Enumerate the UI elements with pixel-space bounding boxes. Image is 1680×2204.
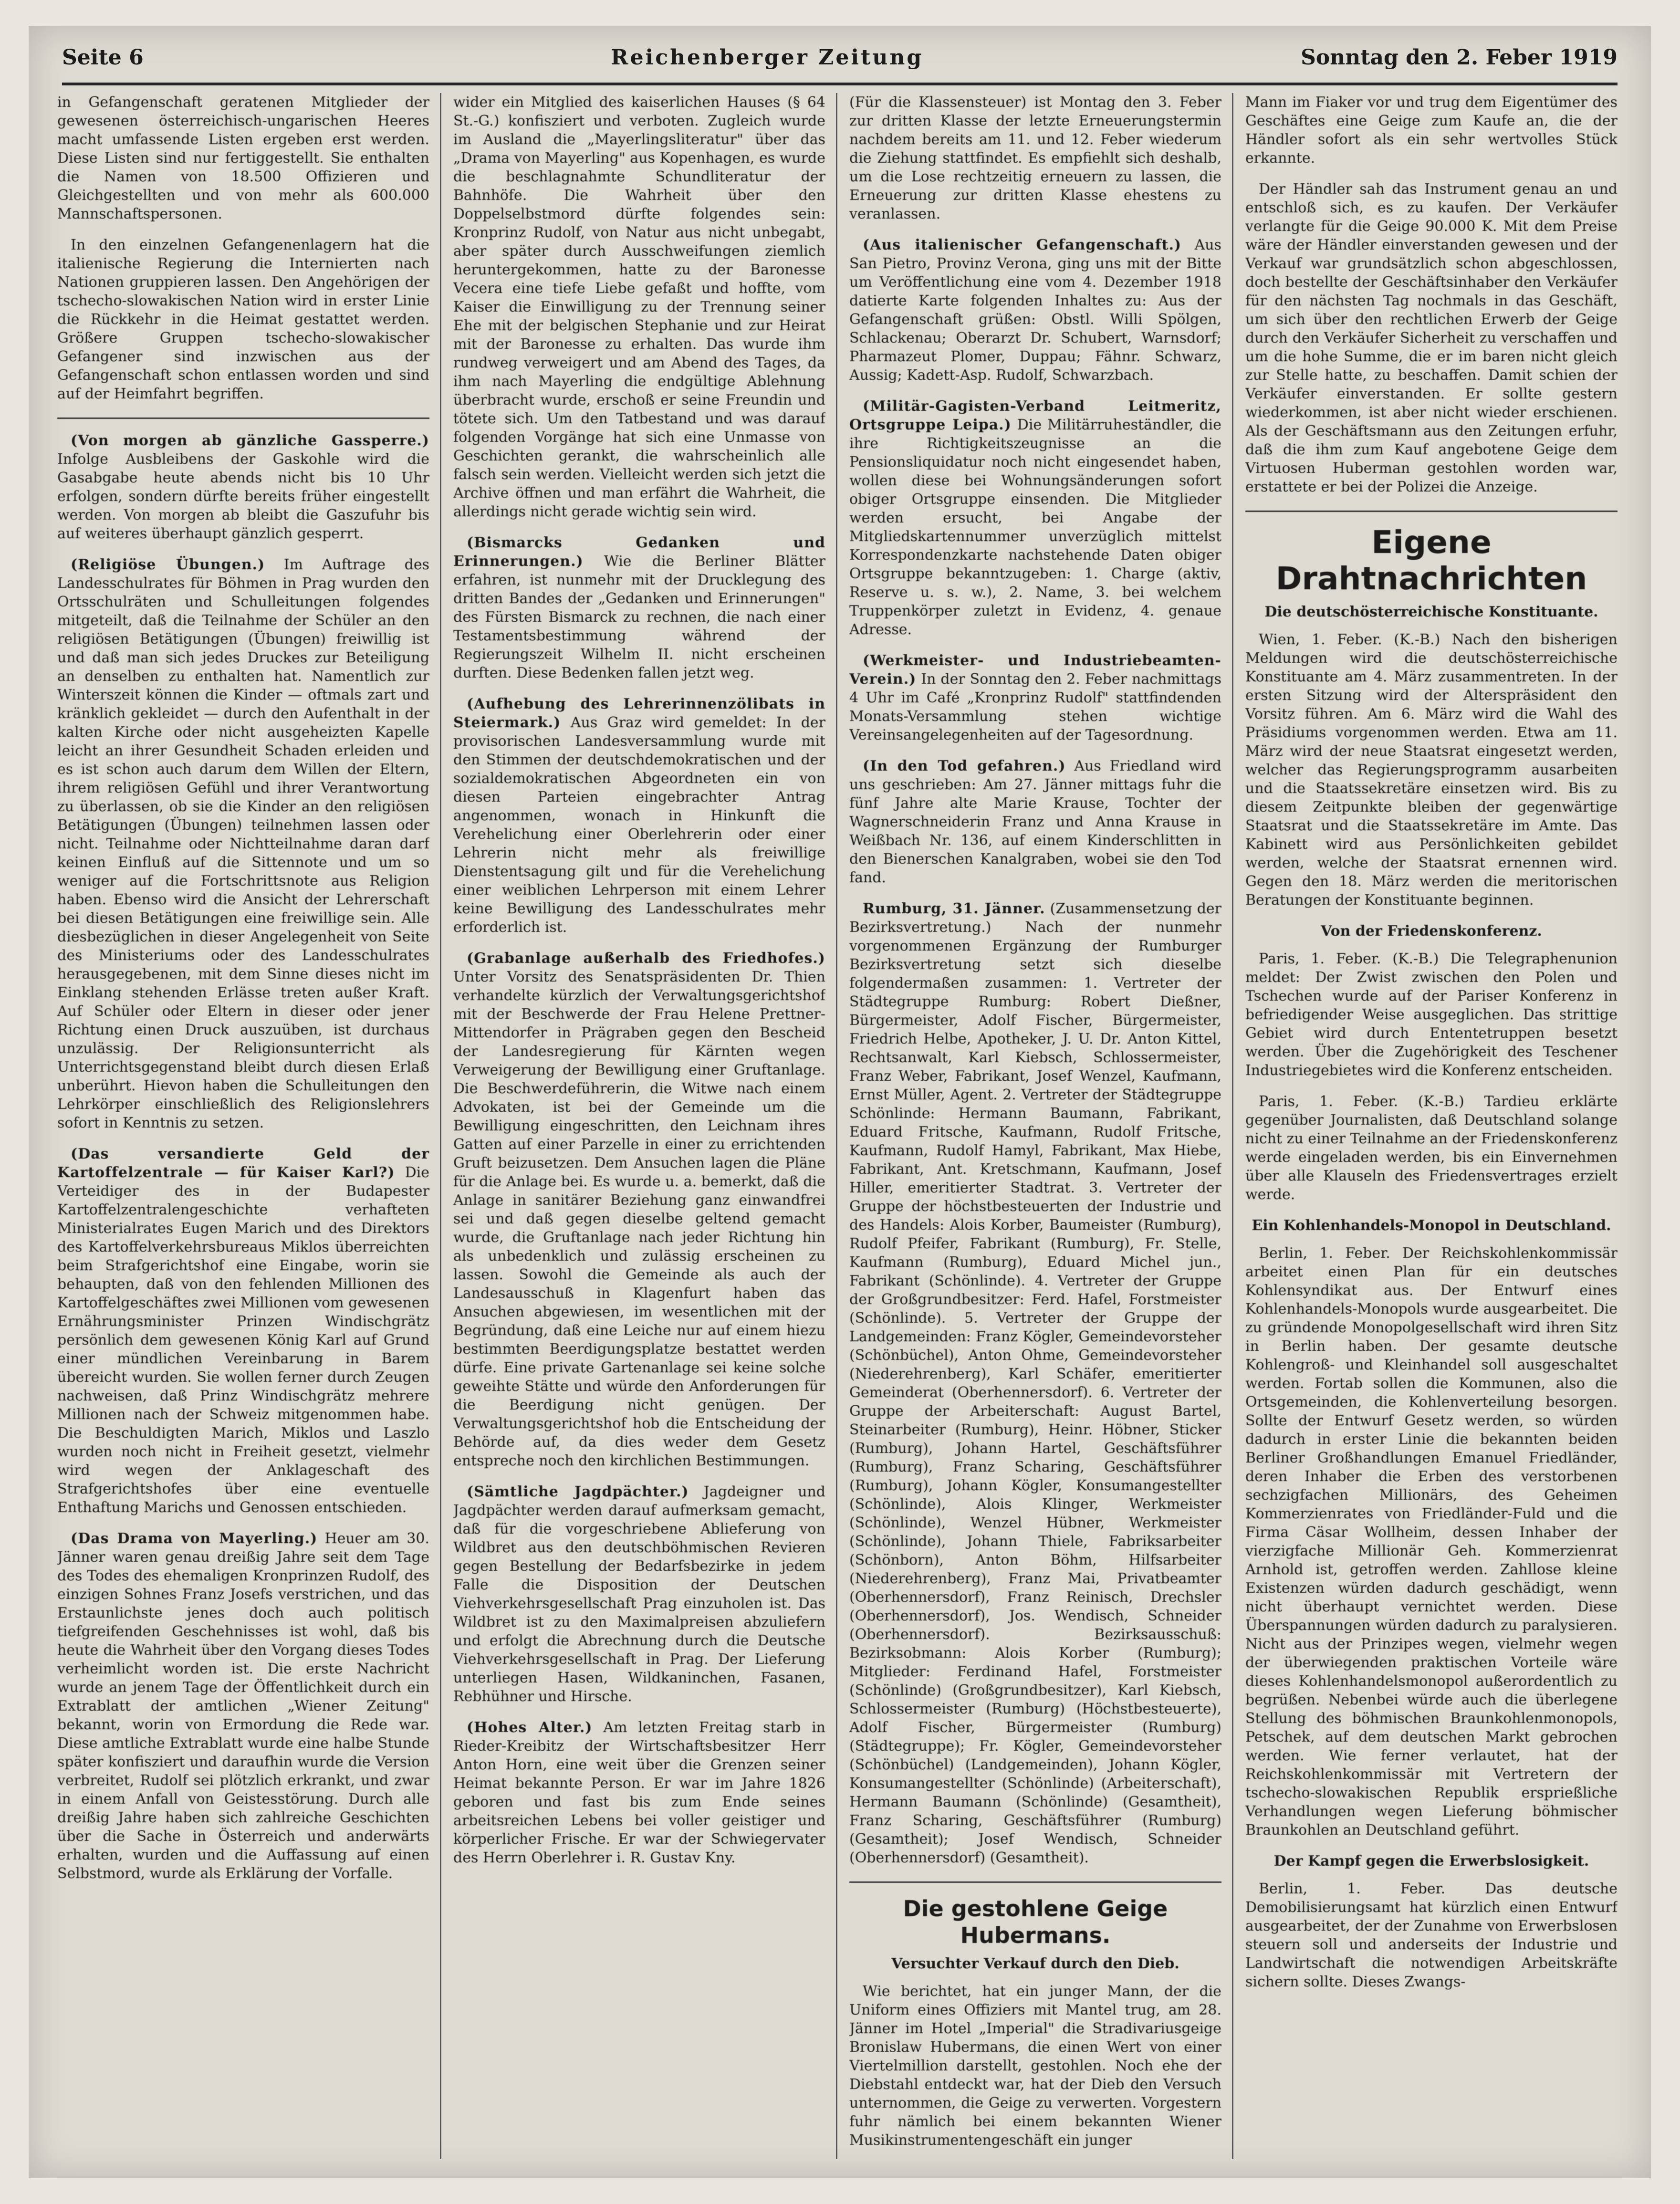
article-text: Mann im Fiaker vor und trug dem Eigentümer des Geschäftes eine Geige zum Kaufe an, die der Händler sofort als ein sehr wertvolles Stück erkannte. bbox=[1245, 94, 1617, 167]
article bbox=[453, 949, 825, 1470]
page-number: Seite 6 bbox=[62, 45, 144, 70]
article-heading: (Von morgen ab gänzliche Gassperre.) bbox=[71, 432, 429, 449]
article-text: Wie berichtet, hat ein junger Mann, der die Uniform eines Offiziers mit Mantel trug, am 28. Jänner im Hotel „Imperial" die Stradivariusgeige Bronislaw Hubermans, die einen Wert von einer Viertelmillion darstellt, gestohlen. Noch ehe der Diebstahl entdeckt war, hat der Dieb den Versuch unternommen, die Geige zu verwerten. Vorgestern fuhr nämlich bei einem bekannten Wiener Musikinstrumentengeschäft ein junger bbox=[849, 1983, 1221, 2149]
story-subheadline: Versuchter Verkauf durch den Dieb. bbox=[891, 1955, 1179, 1972]
article-text: Die Verteidiger des in der Budapester Kartoffelzentralengeschichte verhafteten Ministerialrates Eugen Marich und des Direktors des Kartoffelverkehrsbureaus Miklos überreichten beim Strafgerichtshof eine Eingabe, worin sie behaupten, daß von den fehlenden Millionen des Kartoffelgeschäftes zwei Millionen vom gewesenen Ernährungsminister Prinzen Windischgrätz persönlich dem gewesenen König Karl auf Grund einer mündlichen Vereinbarung in Barem übereicht wurden. Sie wollen ferner durch Zeugen nachweisen, daß Prinz Windischgrätz mehrere Millionen nach der Schweiz mitgenommen habe. Die Beschuldigten Marich, Miklos und Laszlo wurden noch nicht in Freiheit gesetzt, vielmehr wird wegen der Anklageschaft des Strafgerichtshofes über eine eventuelle Enthaftung Marichs und Genossen entschieden. bbox=[57, 1164, 429, 1516]
article bbox=[849, 651, 1221, 744]
article-text: Heuer am 30. Jänner waren genau dreißig Jahre seit dem Tage des Todes des ehemaligen Kronprinzen Rudolf, des einzigen Sohnes Franz Josefs verstrichen, und das Erstaunlichste jenes doch auch politisch tiefgreifenden Geschehnisses ist wohl, daß bis heute die Wahrheit über den Vorgang dieses Todes verheimlicht worden ist. Die erste Nachricht wurde an jenem Tage der Öffentlichkeit durch ein Extrablatt der amtlichen „Wiener Zeitung" bekannt, worin von Ermordung die Rede war. Diese amtliche Extrablatt wurde eine halbe Stunde später konfisziert und daraufhin wurde die Version verbreitet, Rudolf sei plötzlich erkrankt, und zwar in einem Anfall von Geistesstörung. Durch alle dreißig Jahre haben sich zahlreiche Geschichten über die Sache in Österreich und anderwärts erhalten, wurden und die Auffassung auf einen Selbstmord, wurde als Erklärung der Vorfalle. bbox=[57, 1530, 429, 1882]
issue-date: Sonntag den 2. Feber 1919 bbox=[1301, 45, 1617, 70]
article bbox=[57, 1145, 429, 1517]
article-text: (Für die Klassensteuer) ist Montag den 3. Feber zur dritten Klasse der letzte Erneuerungstermin nachdem bereits am 11. und 12. Feber wiederum die Ziehung stattfindet. Es empfiehlt sich deshalb, um die Lose rechtzeitig erneuern zu lassen, die Erneuerung zur dritten Klasse ehestens zu veranlassen. bbox=[849, 94, 1221, 222]
article-heading: (Aufhebung des Lehrerinnenzölibats in Steiermark.) bbox=[453, 696, 825, 731]
article bbox=[57, 1529, 429, 1883]
article bbox=[453, 533, 825, 682]
article-text: in Gefangenschaft geratenen Mitglieder der gewesenen österreichisch-ungarischen Heeres macht umfassende Listen ergeben erst werden. Diese Listen sind nur fertiggestellt. Sie enthalten die Namen von 18.500 Offizieren und Gleichgestellten und von mehr als 600.000 Mannschaftspersonen. bbox=[57, 94, 429, 222]
newspaper-page bbox=[29, 26, 1651, 2178]
article-text: Berlin, 1. Feber. Das deutsche Demobilisierungsamt hat kürzlich einen Entwurf ausgearbeitet, der der Zunahme von Erwerbslosen steuern soll und anderseits der Industrie und Landwirtschaft die notwendigen Arbeitskräfte sichern sollte. Dieses Zwangs- bbox=[1245, 1880, 1617, 1990]
article bbox=[453, 695, 825, 937]
masthead bbox=[62, 41, 1617, 79]
article-heading: (Werkmeister- und Industriebeamten-Verein.) bbox=[849, 652, 1221, 688]
article-text: Im Auftrage des Landesschulrates für Böhmen in Prag wurden den Ortsschulräten und Schulleitungen folgendes mitgeteilt, daß die Teilnahme der Schüler an den religiösen Betätigungen (Übungen) freiwillig ist und daß man sich jedes Druckes zur Beteiligung an denselben zu enthalten hat. Namentlich zur Winterszeit können die Kinder — oftmals zart und kränklich gekleidet — durch den Aufenthalt in der kalten Kirche oder nicht ausgeheizten Kapelle leicht an ihrer Gesundheit Schaden erleiden und es ist schon auch darum dem Willen der Eltern, ihrem religiösen Gefühl und ihrer Verantwortung zu überlassen, ob sie die Kinder an den religiösen Betätigungen (Übungen) teilnehmen lassen oder nicht. Teilnahme oder Nichtteilnahme daran darf keinen Einfluß auf die Sittennote und um so weniger auf die Fortschrittsnote aus Religion haben. Ebenso wird die Ansicht der Lehrerschaft bei diesen Betätigungen eine freiwillige sein. Alle diesbezüglichen in dieser Angelegenheit von Seite des Ministeriums oder des Landesschulrates herausgegebenen, mit dem Sinne dieses nicht im Einklang stehenden Erlässe treten außer Kraft. Auf Schüler oder Eltern in dieser oder jener Richtung einen Druck auszuüben, ist durchaus unzulässig. Der Religionsunterricht als Unterrichtsgegenstand bleibt durch diesen Erlaß unberührt. Hievon haben die Schulleitungen den Lehrkörper einschließlich des Religionslehrers sofort in Kenntnis zu setzen. bbox=[57, 556, 429, 1131]
newspaper-title: Reichenberger Zeitung bbox=[611, 45, 924, 70]
article bbox=[57, 431, 429, 543]
article-text: (Zusammensetzung der Bezirksvertretung.) Nach der nunmehr vorgenommenen Ergänzung der Rumburger Bezirksvertretung setzt sich dieselbe folgendermaßen zusammen: 1. Vertreter der Städtegruppe Rumburg: Robert Dießner, Bürgermeister, Adolf Fischer, Bürgermeister, Friedrich Helbe, Apotheker, J. U. Dr. Anton Kittel, Rechtsanwalt, Karl Kiebsch, Schlossermeister, Franz Weber, Fabrikant, Josef Wenzel, Kaufmann, Ernst Müller, Agent. 2. Vertreter der Städtegruppe Schönlinde: Hermann Baumann, Fabrikant, Eduard Fritsche, Kaufmann, Rudolf Fritsche, Kaufmann, Rudolf Hamyl, Fabrikant, Max Hiebe, Fabrikant, Ant. Kretschmann, Kaufmann, Josef Hiller, emeritierter Stadtrat. 3. Vertreter der Gruppe der höchstbesteuerten der Industrie und des Handels: Alois Korber, Baumeister (Rumburg), Rudolf Pfeifer, Fabrikant (Rumburg), Fr. Stelle, Kaufmann (Rumburg), Eduard Michel jun., Fabrikant (Schönlinde). 4. Vertreter der Gruppe der Großgrundbesitzer: Ferd. Hafel, Forstmeister (Schönlinde). 5. Vertreter der Gruppe der Landgemeinden: Franz Kögler, Gemeindevorsteher (Schönbüchel), Anton Ohme, Gemeindevorsteher (Niederehrenberg), Karl Schäfer, emeritierter Gemeinderat (Oberhennersdorf). 6. Vertreter der Gruppe der Arbeiterschaft: August Bartel, Steinarbeiter (Rumburg), Heinr. Höbner, Sticker (Rumburg), Johann Hartel, Geschäftsführer (Rumburg), Franz Scharing, Geschäftsführer (Rumburg), Johann Kögler, Konsumangestellter (Schönlinde), Alois Klinger, Werkmeister (Schönlinde), Wenzel Hübner, Werkmeister (Schönlinde), Johann Thiele, Fabriksarbeiter (Schönborn), Anton Böhm, Hilfsarbeiter (Niederehrenberg), Franz Mai, Privatbeamter (Oberhennersdorf), Franz Reinisch, Drechsler (Oberhennersdorf), Jos. Wendisch, Schneider (Oberhennersdorf). Bezirksausschuß: Bezirksobmann: Alois Korber (Rumburg); Mitglieder: Ferdinand Hafel, Forstmeister (Schönlinde) (Großgrundbesitzer), Karl Kiebsch, Schlossermeister (Rumburg) (Höchstbesteuerte), Adolf Fischer, Bürgermeister (Rumburg) (Städtegruppe); Fr. Kögler, Gemeindevorsteher (Schönbüchel) (Landgemeinden), Johann Kögler, Konsumangestellter (Schönlinde) (Arbeiterschaft), Hermann Baumann (Schönlinde) (Gesamtheit), Franz Scharing, Geschäftsführer (Rumburg) (Gesamtheit); Josef Wendisch, Schneider (Oberhennersdorf) (Gesamtheit). bbox=[849, 900, 1221, 1866]
article-heading: (Sämtliche Jagdpächter.) bbox=[467, 1483, 689, 1500]
article bbox=[57, 555, 429, 1132]
article bbox=[453, 1483, 825, 1706]
article-text: Unter Vorsitz des Senatspräsidenten Dr. Thien verhandelte kürzlich der Verwaltungsgerichtshof mit der Beschwerde der Frau Helene Prettner-Mittendorfer in Prägraben gegen den Bescheid der Landesregierung für Kärnten wegen Verweigerung der Bewilligung einer Gruftanlage. Die Beschwerdeführerin, die Witwe nach einem Advokaten, ist bei der Gemeinde um die Bewilligung eingeschritten, den Leichnam ihres Gatten auf einer Parzelle in einer zu errichtenden Gruft beizusetzen. Dem Ansuchen lagen die Pläne für die Anlage bei. Es wurde u. a. bemerkt, daß die Anlage in sanitärer Beziehung ganz einwandfrei sei und daß gegen dieselbe geltend gemacht wurde, die Gruftanlage nach jeder Richtung hin als unbedenklich und zulässig erscheinen zu lassen. Sowohl die Gemeinde als auch der Landesausschuß in Klagenfurt haben das Ansuchen abgewiesen, im wesentlichen mit der Begründung, daß eine Leiche nur auf einem hiezu bestimmten Beerdigungsplatze bestattet werden dürfe. Eine private Gartenanlage sei keine solche geweihte Stätte und würde den Anforderungen für die Beerdigung nicht genügen. Der Verwaltungsgerichtshof hob die Entscheidung der Behörde auf, da dies weder dem Gesetz entspreche noch den kirchlichen Bestimmungen. bbox=[453, 969, 825, 1469]
article-text: Wie die Berliner Blätter erfahren, ist nunmehr mit der Drucklegung des dritten Bandes der „Gedanken und Erinnerungen" des Fürsten Bismarck zu rechnen, die nach einer Testamentsbestimmung während der Regierungszeit Wilhelm II. nicht erscheinen durften. Diese Bedenken fallen jetzt weg. bbox=[453, 553, 825, 681]
news-subheading: Der Kampf gegen die Erwerbslosigkeit. bbox=[1273, 1853, 1589, 1870]
article-heading: (In den Tod gefahren.) bbox=[863, 758, 1066, 774]
news-subheading: Ein Kohlenhandels-Monopol in Deutschland. bbox=[1252, 1217, 1611, 1234]
article-text: Am letzten Freitag starb in Rieder-Kreibitz der Wirtschaftsbesitzer Herr Anton Horn, eine weit über die Grenzen seiner Heimat bekannte Person. Er war im Jahre 1826 geboren und fast bis zum Ende seines arbeitsreichen Lebens bei voller geistiger und körperlicher Frische. Er war der Schwiegervater des Herrn Oberlehrer i. R. Gustav Kny. bbox=[453, 1719, 825, 1866]
section-divider bbox=[1245, 511, 1617, 512]
article-heading: (Hohes Alter.) bbox=[467, 1719, 593, 1736]
article-text: Jagdeigner und Jagdpächter werden darauf aufmerksam gemacht, daß für die vorgeschriebene Ablieferung von Wildbret aus den deutschböhmischen Revieren gegen Bestellung der Bedarfsbezirke in jedem Falle die Disposition der Deutschen Viehverkehrsgesellschaft Prag einzuholen ist. Das Wildbret ist zu den Maximalpreisen abzuliefern und erfolgt die Abrechnung durch die Deutsche Viehverkehrsgesellschaft in Prag. Der Lieferung unterliegen Hasen, Wildkaninchen, Fasanen, Rebhühner und Hirsche. bbox=[453, 1483, 825, 1705]
article-heading: (Militär-Gagisten-Verband Leitmeritz, Ortsgruppe Leipa.) bbox=[849, 398, 1221, 433]
article-text: Der Händler sah das Instrument genau an und entschloß sich, es zu kaufen. Der Verkäufer verlangte für die Geige 90.000 K. Mit dem Preise wäre der Händler einverstanden gewesen und der Verkauf war grundsätzlich schon abgeschlossen, doch bestellte der Geschäftsinhaber den Verkäufer für den nächsten Tag nochmals in das Geschäft, um sich über den rechtlichen Erwerb der Geige durch den Verkäufer Sicherheit zu verschaffen und um die hohe Summe, die er im baren nicht gleich zur Stelle hatte, zu beschaffen. Damit schien der Verkäufer einverstanden. Er sollte gestern wiederkommen, ist aber nicht wieder erschienen. Als der Geschäftsmann aus den Zeitungen erfuhr, daß die ihm zum Kauf angebotene Geige dem Virtuosen Huberman gestohlen worden war, erstattete er bei der Polizei die Anzeige. bbox=[1245, 181, 1617, 495]
article-heading: (Grabanlage außerhalb des Friedhofes.) bbox=[467, 950, 825, 967]
column-1 bbox=[57, 93, 429, 2159]
article-heading: (Das Drama von Mayerling.) bbox=[71, 1530, 318, 1547]
article-heading: Rumburg, 31. Jänner. bbox=[863, 900, 1045, 917]
article-text: Aus San Pietro, Provinz Verona, ging uns mit der Bitte um Veröffentlichung eine vom 4. Dezember 1918 datierte Karte folgenden Inhaltes zu: Aus der Gefangenschaft grüßen: Obstl. Willi Spölgen, Schlackenau; Oberarzt Dr. Schubert, Warnsdorf; Pharmazeut Plomer, Duppau; Fähnr. Schwarz, Aussig; Kadett-Asp. Rudolf, Schwarzbach. bbox=[849, 237, 1221, 384]
column-divider bbox=[1232, 93, 1233, 2159]
column-divider bbox=[836, 93, 837, 2159]
article-text: Die Militärruheständler, die ihre Richtigkeitszeugnisse an die Pensionsliquidatur noch nicht eingesendet haben, wollen diese bei Wohnungsänderungen sofort obiger Ortsgruppe einsenden. Die Mitglieder werden ersucht, bei Angabe der Mitgliedskartennummer unverzüglich mittelst Korrespondenzkarte nachstehende Daten obiger Ortsgruppe bekanntzugeben: 1. Charge (aktiv, Reserve u. s. w.), 2. Name, 3. bei welchem Truppenkörper zuletzt in Evidenz, 4. genaue Adresse. bbox=[849, 417, 1221, 638]
article-text: Berlin, 1. Feber. Der Reichskohlenkommissär arbeitet einen Plan für ein deutsches Kohlensyndikat aus. Der Entwurf eines Kohlenhandels-Monopols wurde ausgearbeitet. Die zu gründende Monopolgesellschaft wird ihren Sitz in Berlin haben. Der gesamte deutsche Kohlengroß- und Kleinhandel soll ausgeschaltet werden. Fortab sollen die Kommunen, also die Ortsgemeinden, die Kohlenverteilung besorgen. Sollte der Entwurf Gesetz werden, so würden dadurch in erster Linie die bekannten beiden Berliner Großhandlungen Emanuel Friedländer, deren Inhaber die Erben des verstorbenen sechzigfachen Millionärs, des Geheimen Kommerzienrates von Friedländer-Fuld und die Firma Cäsar Wollheim, dessen Inhaber der vierzigfache Millionär Geh. Kommerzienrat Arnhold ist, getroffen werden. Zahllose kleine Existenzen würden dadurch geschädigt, wenn nicht überhaupt vernichtet werden. Diese Überspannungen würden dadurch zu paralysieren. Nicht aus der Prinzipes wegen, vielmehr wegen der überwiegenden praktischen Vorteile wäre dieses Kohlenhandelsmonopol außerordentlich zu begrüßen. Nebenbei würde auch die überlegene Stellung des böhmischen Braunkohlenmonopols, Petschek, auf dem deutschen Markt gebrochen werden. Wie ferner verlautet, hat der Reichskohlenkommissär mit Vertretern der tschecho-slowakischen Republik ersprießliche Verhandlungen wegen Lieferung böhmischer Braunkohlen an Deutschland geführt. bbox=[1245, 1245, 1617, 1838]
article bbox=[849, 236, 1221, 385]
masthead-rule bbox=[62, 83, 1617, 85]
section-headline: Eigene Drahtnachrichten bbox=[1275, 524, 1587, 597]
article-heading: (Das versandierte Geld der Kartoffelzentrale — für Kaiser Karl?) bbox=[57, 1146, 429, 1181]
article-text: Wien, 1. Feber. (K.-B.) Nach den bisherigen Meldungen wird die deutschösterreichische Konstituante am 4. März zusammentreten. In der ersten Sitzung wird der Alterspräsident den Vorsitz führen. Am 6. März wird die Wahl des Präsidiums vorgenommen werden. Etwa am 11. März wird der neue Staatsrat eingesetzt werden, welcher das Regierungsprogramm ausarbeiten und die Staatssekretäre einsetzen wird. Bis zu diesem Zeitpunkte bleiben der gegenwärtige Staatsrat und die Staatssekretäre im Amte. Das Kabinett wird aus Persönlichkeiten gebildet werden, welche der Staatsrat ernennen wird. Gegen den 18. März werden die meritorischen Beratungen der Konstituante beginnen. bbox=[1245, 631, 1617, 909]
column-2 bbox=[453, 93, 825, 2159]
article bbox=[849, 899, 1221, 1867]
column-divider bbox=[440, 93, 441, 2159]
article-text: Infolge Ausbleibens der Gaskohle wird die Gasabgabe heute abends nicht bis 10 Uhr erfolgen, sondern dürfte bereits früher eingestellt werden. Von morgen ab bleibt die Gaszufuhr bis auf weiteres überhaupt gänzlich gesperrt. bbox=[57, 451, 429, 542]
article-text: In der Sonntag den 2. Feber nachmittags 4 Uhr im Café „Kronprinz Rudolf" stattfindenden Monats-Versammlung stehen wichtige Vereinsangelegenheiten auf der Tagesordnung. bbox=[849, 671, 1221, 743]
article-text: Aus Graz wird gemeldet: In der provisorischen Landesversammlung wurde mit den Stimmen der deutschdemokratischen und der sozialdemokratischen Abgeordneten ein von diesen Parteien eingebrachter Antrag angenommen, wonach in Hinkunft die Verehelichung einer Oberlehrerin oder einer Lehrerin nicht mehr als freiwillige Dienstentsagung gilt und für die Verehelichung einer weiblichen Lehrperson mit einem Lehrer keine Bewilligung des Landesschulrates mehr erforderlich ist. bbox=[453, 714, 825, 936]
news-subheading: Von der Friedenskonferenz. bbox=[1321, 923, 1542, 940]
article bbox=[849, 757, 1221, 887]
article bbox=[453, 1718, 825, 1867]
section-divider bbox=[57, 418, 429, 419]
article-heading: (Religiöse Übungen.) bbox=[71, 556, 265, 573]
news-subheading: Die deutschösterreichische Konstituante. bbox=[1264, 604, 1598, 620]
article-text: Paris, 1. Feber. (K.-B.) Tardieu erklärte gegenüber Journalisten, daß Deutschland solange nicht zu einer Teilnahme an der Friedenskonferenz werde eingeladen werden, bis ein Einvernehmen über alle Klauseln des Friedensvertrages erzielt werde. bbox=[1245, 1093, 1617, 1203]
column-3 bbox=[849, 93, 1221, 2159]
article-text: Paris, 1. Feber. (K.-B.) Die Telegraphenunion meldet: Der Zwist zwischen den Polen und Tschechen wurde auf der Pariser Konferenz in befriedigender Weise ausgeglichen. Das strittige Gebiet wird durch Ententetruppen besetzt werden. Über die Zugehörigkeit des Teschener Industriegebietes wird die Konferenz entscheiden. bbox=[1245, 951, 1617, 1079]
article-heading: (Aus italienischer Gefangenschaft.) bbox=[863, 237, 1182, 253]
article bbox=[849, 397, 1221, 639]
article-text: wider ein Mitglied des kaiserlichen Hauses (§ 64 St.-G.) konfisziert und verboten. Zugleich wurde im Ausland die „Mayerlingsliteratur" über das „Drama von Mayerling" aus Kopenhagen, es wurde die beschlagnahmte Schundliteratur der Bahnhöfe. Die Wahrheit über den Doppelselbstmord dürfte folgendes sein: Kronprinz Rudolf, von Natur aus nicht unbegabt, aber später durch Ausschweifungen ziemlich heruntergekommen, hatte zu der Baronesse Vecera eine tiefe Liebe gefaßt und hoffte, vom Kaiser die Einwilligung zu der Trennung seiner Ehe mit der belgischen Stephanie und zur Heirat mit der Baronesse zu erhalten. Das wurde ihm rundweg verweigert und am Abend des Tages, da ihm nach Mayerling die endgültige Ablehnung überbracht wurde, erschoß er seine Freundin und tötete sich. Um den Tatbestand und was darauf folgenden Vorgänge hat sich eine Unmasse von Geschichten gerankt, die wahrscheinlich alle falsch sein werden. Vielleicht werden sich jetzt die Archive öffnen und man erfährt die Wahrheit, die allerdings nicht gerade wichtig sein wird. bbox=[453, 94, 825, 520]
section-divider bbox=[849, 1881, 1221, 1883]
column-4 bbox=[1245, 93, 1617, 2159]
article-heading: (Bismarcks Gedanken und Erinnerungen.) bbox=[453, 534, 825, 570]
article-text: Aus Friedland wird uns geschrieben: Am 27. Jänner mittags fuhr die fünf Jahre alte Marie Krause, Tochter der Wagnerschneiderin Franz und Anna Krause in Weißbach Nr. 136, auf einem Kinderschlitten in den Bienerschen Kanalgraben, wobei sie den Tod fand. bbox=[849, 758, 1221, 886]
story-headline: Die gestohlene Geige Hubermans. bbox=[903, 1896, 1168, 1948]
article-text: In den einzelnen Gefangenenlagern hat die italienische Regierung die Internierten nach Nationen gruppieren lassen. Den Angehörigen der tschecho-slowakischen Nation wird in erster Linie die Rückkehr in die Heimat gestattet werden. Größere Gruppen tschecho-slowakischer Gefangener sind inzwischen aus der Gefangenschaft schon entlassen worden und sind auf der Heimfahrt begriffen. bbox=[57, 237, 429, 402]
